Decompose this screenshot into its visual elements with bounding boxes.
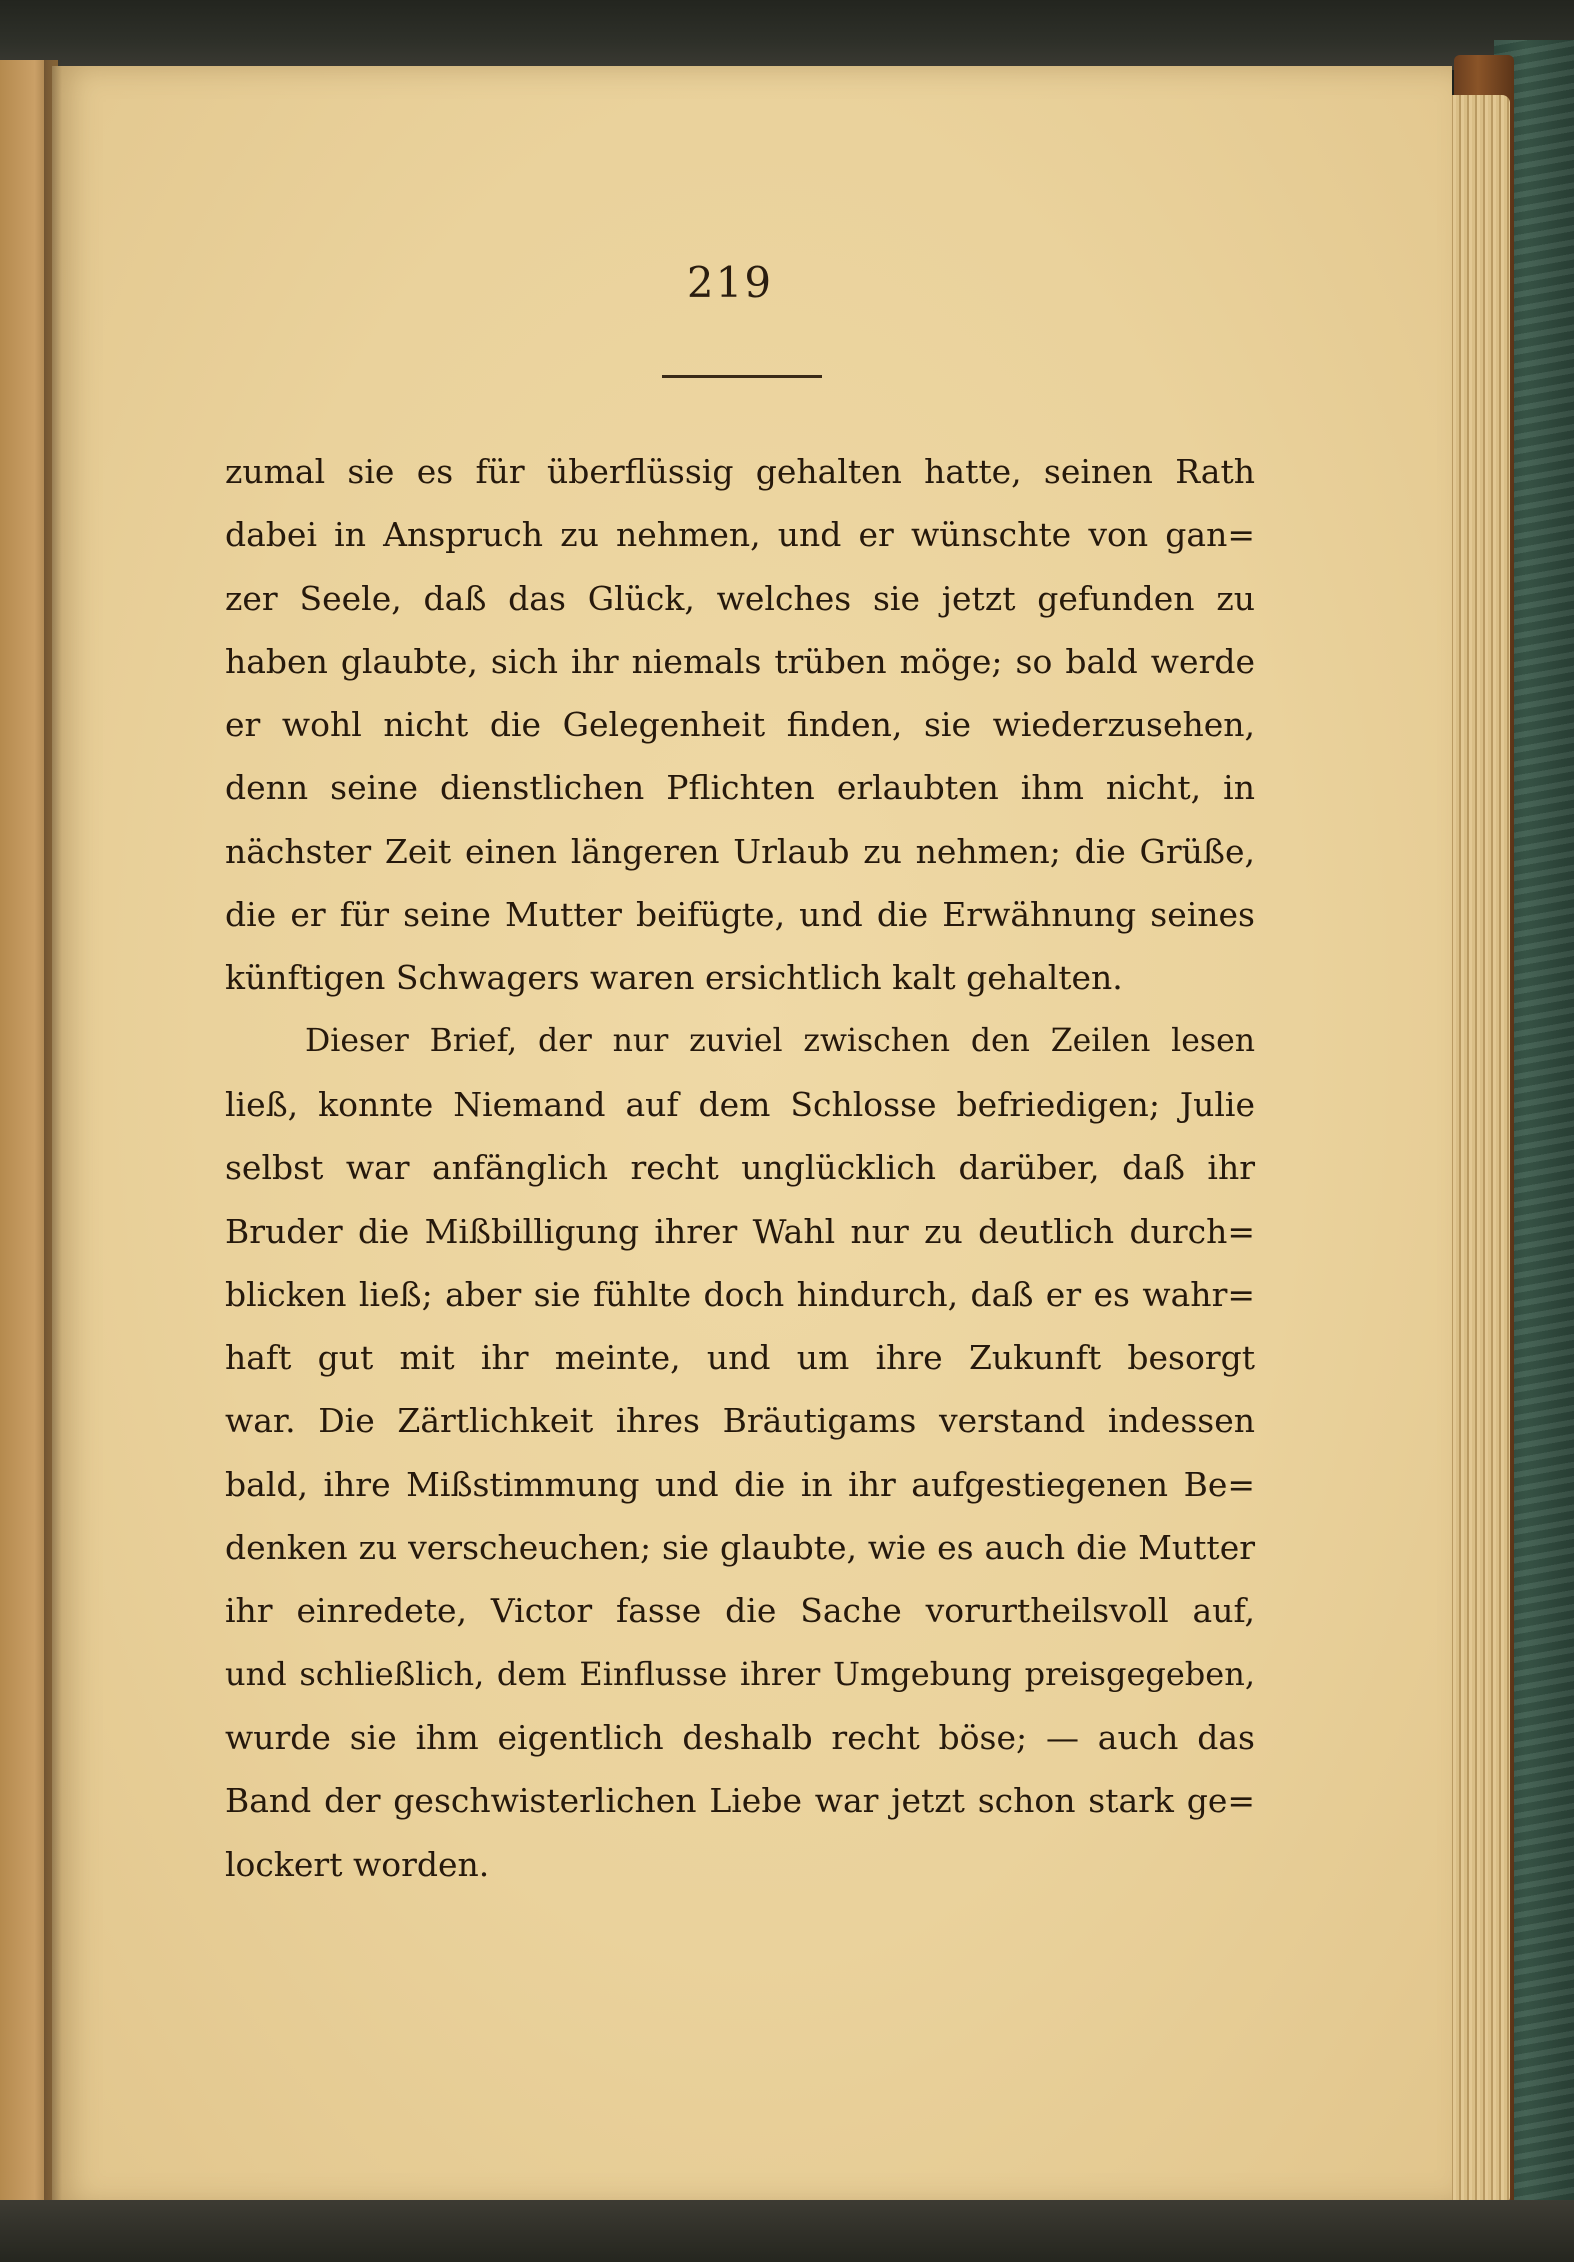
body-text xyxy=(225,440,1255,1896)
text-line: dabei in Anspruch zu nehmen, und er wünschte von gan= xyxy=(225,515,1255,555)
text-line: bald, ihre Mißstimmung und die in ihr aufgestiegenen Be= xyxy=(225,1464,1255,1504)
text-line: künftigen Schwagers waren ersichtlich kalt gehalten. xyxy=(225,958,1123,998)
page-number: 219 xyxy=(686,258,774,307)
text-line: haben glaubte, sich ihr niemals trüben möge; so bald werde xyxy=(225,641,1255,681)
text-line: denn seine dienstlichen Pflichten erlaubten ihm nicht, in xyxy=(225,768,1255,808)
bottom-shadow-edge xyxy=(0,2200,1574,2262)
text-line: nächster Zeit einen längeren Urlaub zu nehmen; die Grüße, xyxy=(225,831,1255,871)
text-line: haft gut mit ihr meinte, und um ihre Zukunft besorgt xyxy=(225,1338,1255,1378)
text-line: ließ, konnte Niemand auf dem Schlosse befriedigen; Julie xyxy=(225,1084,1255,1124)
paragraph-start-line: Dieser Brief, der nur zuviel zwischen den Zeilen lesen xyxy=(305,1022,1255,1059)
text-line: Band der geschwisterlichen Liebe war jetzt schon stark ge= xyxy=(225,1781,1255,1821)
text-line: und schließlich, dem Einflusse ihrer Umgebung preisgegeben, xyxy=(225,1654,1255,1693)
text-line: wurde sie ihm eigentlich deshalb recht böse; — auch das xyxy=(225,1717,1255,1757)
page-gutter-shadow xyxy=(44,60,62,2200)
text-line: ihr einredete, Victor fasse die Sache vorurtheilsvoll auf, xyxy=(225,1591,1255,1631)
top-shadow-edge xyxy=(0,0,1574,70)
text-line: war. Die Zärtlichkeit ihres Bräutigams verstand indessen xyxy=(225,1401,1255,1441)
text-line: selbst war anfänglich recht unglücklich darüber, daß ihr xyxy=(225,1148,1255,1188)
text-line: zumal sie es für überflüssig gehalten hatte, seinen Rath xyxy=(225,452,1255,491)
page-number-rule xyxy=(662,375,822,378)
text-line: zer Seele, daß das Glück, welches sie jetzt gefunden zu xyxy=(225,578,1255,618)
text-line: denken zu verscheuchen; sie glaubte, wie es auch die Mutter xyxy=(225,1528,1255,1568)
text-line: Bruder die Mißbilligung ihrer Wahl nur zu deutlich durch= xyxy=(225,1211,1255,1251)
text-line: lockert worden. xyxy=(225,1844,490,1884)
text-line: blicken ließ; aber sie fühlte doch hindurch, daß er es wahr= xyxy=(225,1274,1255,1314)
text-line: die er für seine Mutter beifügte, und die Erwähnung seines xyxy=(225,895,1255,935)
text-line: er wohl nicht die Gelegenheit finden, sie wiederzusehen, xyxy=(225,705,1255,745)
